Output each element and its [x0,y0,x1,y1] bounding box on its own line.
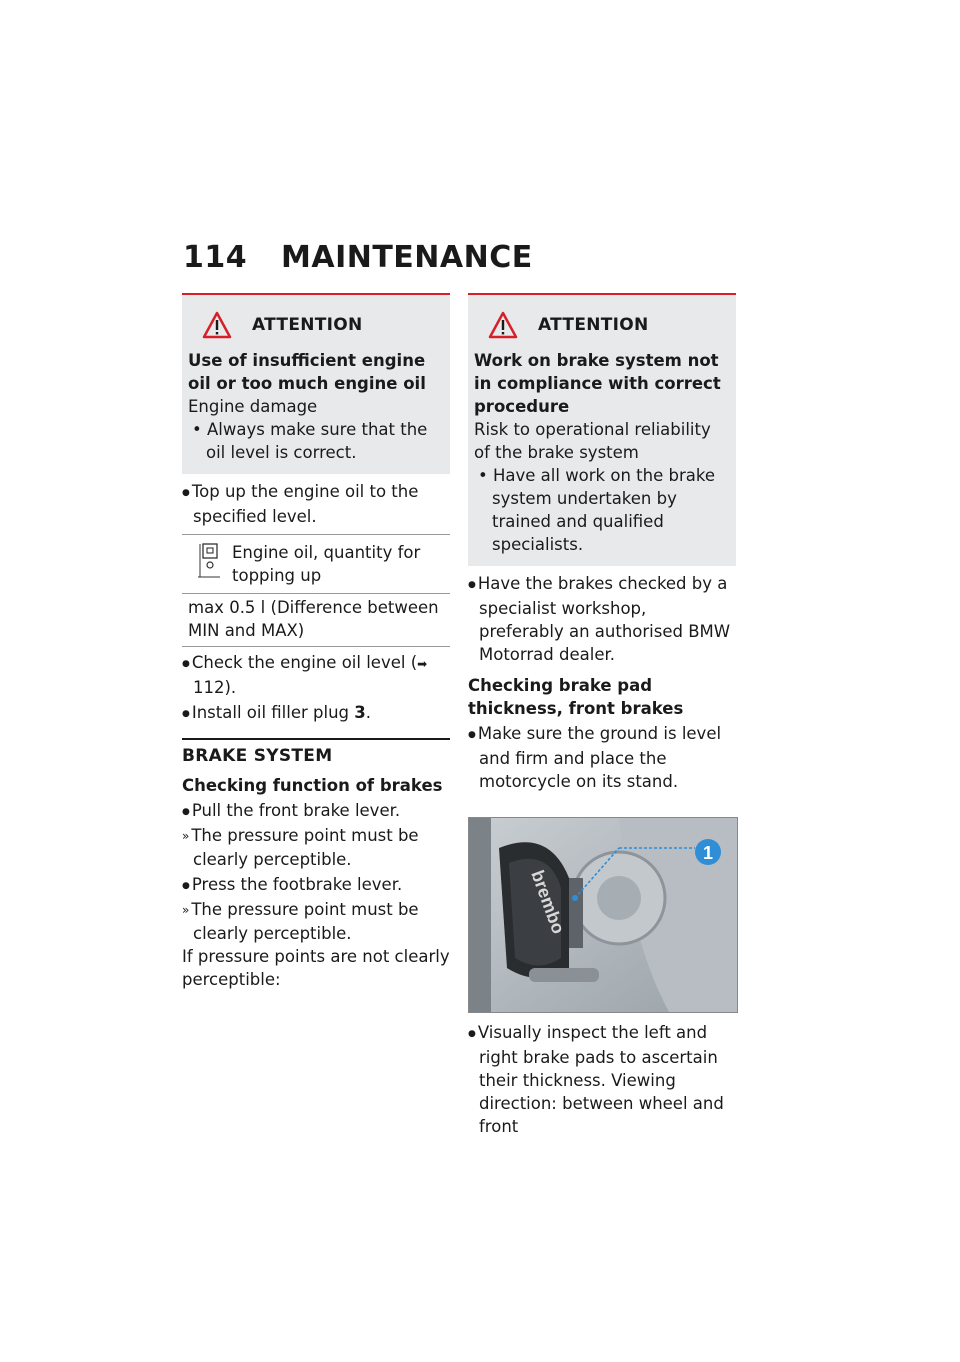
attention-consequence: Risk to operational reliability of the brake system [474,420,711,462]
brake-caliper-illustration [469,818,737,1012]
attention-measure: • Have all work on the brake system undertaken by trained and qualified specialists. [478,466,715,554]
attention-measure: • Always make sure that the oil level is correct. [192,420,428,462]
left-column [182,293,450,991]
page-number: 114 [183,240,248,275]
step-have-brakes-checked: ● Have the brakes checked by a specialist workshop, preferably an authorised BMW Motorrad dealer. [468,572,736,666]
step-top-up-oil: ● Top up the engine oil to the specified level. [182,480,450,528]
closing-text: If pressure points are not clearly perceptible: [182,947,450,989]
step-press-footbrake: ● Press the footbrake lever. [182,873,450,898]
page-reference-arrow-icon: ➡ [417,657,428,671]
brake-brand-lettering: brembo [527,867,569,937]
callout-number: 1 [702,843,714,863]
oil-can-icon [198,541,222,579]
chapter-title: MAINTENANCE [281,240,533,275]
attention-header [202,311,442,339]
result-pressure-point-2: » The pressure point must be clearly perceptible. [182,900,419,943]
step-check-oil-level: ● Check the engine oil level (➡ 112). [182,651,450,699]
attention-title: Work on brake system not in compliance with correct procedure [474,351,721,416]
attention-title: Use of insufficient engine oil or too much engine oil [188,351,426,393]
subsection-title: Checking brake pad thickness, front brakes [468,676,684,718]
attention-consequence: Engine damage [188,397,318,416]
attention-header [488,311,728,339]
right-column [468,293,736,1138]
callout-marker-1 [695,839,721,865]
result-pressure-point: » The pressure point must be clearly perceptible. [182,826,419,869]
section-title-brake-system: BRAKE SYSTEM [182,738,450,768]
brake-caliper-photo [468,817,738,1013]
page-header [183,240,533,275]
step-install-plug: ● Install oil filler plug 3. [182,701,450,726]
spec-value: max 0.5 l (Difference between MIN and MAX) [188,598,439,640]
subsection-title: Checking function of brakes [182,776,443,795]
attention-label: ATTENTION [538,314,649,335]
attention-box-brakes [468,293,736,566]
warning-triangle-icon [488,311,518,339]
attention-box-oil [182,293,450,474]
warning-triangle-icon [202,311,232,339]
attention-label: ATTENTION [252,314,363,335]
page-reference[interactable]: 112). [193,678,237,697]
spec-table-oil [182,534,450,647]
step-ground-level: ● Make sure the ground is level and firm and place the motorcycle on its stand. [468,722,736,793]
spec-label: Engine oil, quantity for topping up [232,543,421,585]
step-pull-lever: ● Pull the front brake lever. [182,799,450,824]
step-inspect-pads: ● Visually inspect the left and right brake pads to ascertain their thickness. Viewing direction: between wheel and front [468,1021,736,1138]
spec-header [182,535,450,594]
